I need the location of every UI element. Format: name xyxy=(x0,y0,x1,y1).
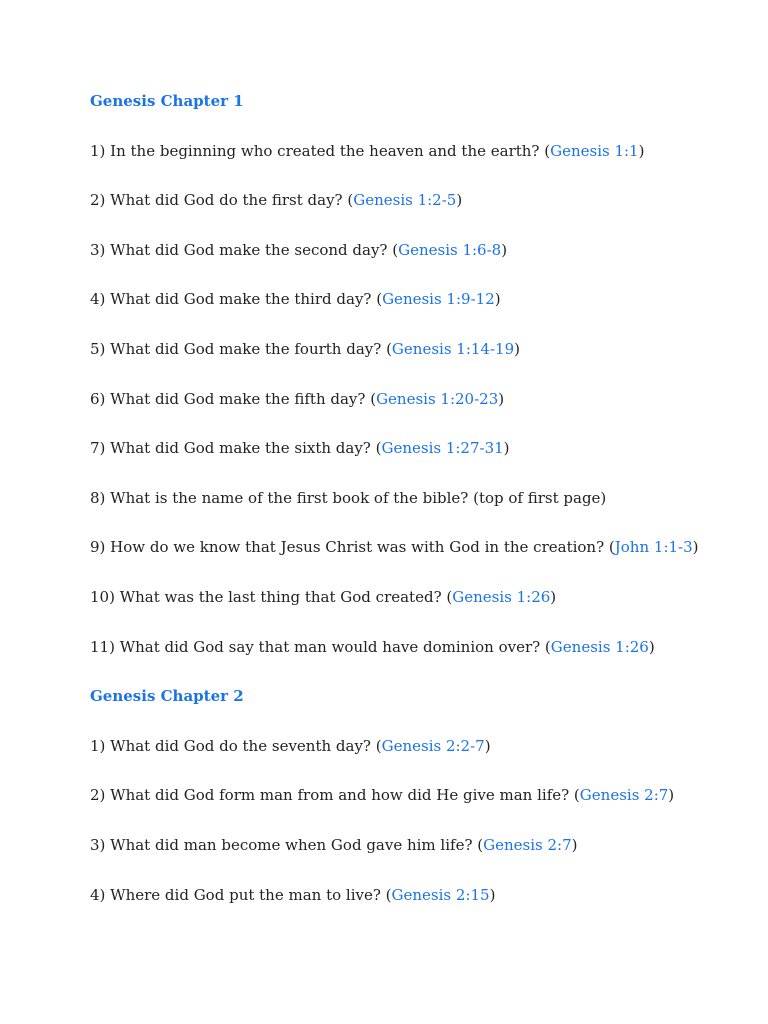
question-item xyxy=(90,487,730,509)
question-text: 5) What did God make the fourth day? ( xyxy=(90,339,392,358)
close-paren: ) xyxy=(498,389,505,408)
question-item xyxy=(90,834,730,856)
question-text: 3) What did God make the second day? ( xyxy=(90,240,399,259)
scripture-reference-link[interactable]: Genesis 1:1 xyxy=(550,141,639,160)
close-paren: ) xyxy=(514,339,520,358)
question-item xyxy=(90,784,730,806)
question-text: 2) What did God do the first day? ( xyxy=(90,191,354,210)
scripture-reference-link[interactable]: Genesis 1:6-8 xyxy=(398,240,502,259)
close-paren: ) xyxy=(503,439,510,458)
question-item xyxy=(90,735,730,757)
close-paren: ) xyxy=(484,736,491,755)
scripture-reference-link[interactable]: Genesis 1:27-31 xyxy=(381,439,504,458)
chapter-2-heading: Genesis Chapter 2 xyxy=(90,687,244,706)
question-item xyxy=(90,636,730,658)
question-item xyxy=(90,338,730,360)
close-paren: ) xyxy=(638,141,645,160)
scripture-reference-link[interactable]: Genesis 1:2-5 xyxy=(353,191,457,210)
question-text: 1) In the beginning who created the heaven and the earth? ( xyxy=(90,141,551,160)
scripture-reference-link[interactable]: Genesis 1:26 xyxy=(550,637,649,656)
scripture-reference-link[interactable]: Genesis 1:26 xyxy=(452,587,551,606)
question-text: 3) What did man become when God gave him life? ( xyxy=(90,835,484,854)
scripture-reference-link[interactable]: Genesis 2:2-7 xyxy=(381,736,485,755)
question-text: 2) What did God form man from and how did He give man life? ( xyxy=(90,786,580,805)
question-item xyxy=(90,536,730,558)
close-paren: ) xyxy=(668,786,675,805)
document-page xyxy=(90,90,730,933)
question-item xyxy=(90,388,730,410)
question-item xyxy=(90,586,730,608)
question-text: 10) What was the last thing that God created? ( xyxy=(90,587,453,606)
question-text: 4) Where did God put the man to live? ( xyxy=(90,885,392,904)
question-item xyxy=(90,437,730,459)
scripture-reference-link[interactable]: Genesis 1:20-23 xyxy=(376,389,499,408)
close-paren: ) xyxy=(501,240,508,259)
question-text: 8) What is the name of the first book of the bible? (top of first page) xyxy=(90,488,607,507)
question-item xyxy=(90,884,730,906)
chapter-1-heading: Genesis Chapter 1 xyxy=(90,92,244,110)
question-item xyxy=(90,239,730,261)
question-text: 7) What did God make the sixth day? ( xyxy=(90,439,382,458)
close-paren: ) xyxy=(692,538,699,557)
question-item xyxy=(90,140,730,162)
scripture-reference-link[interactable]: Genesis 2:15 xyxy=(391,885,490,904)
scripture-reference-link[interactable]: John 1:1-3 xyxy=(614,538,693,557)
question-text: 4) What did God make the third day? ( xyxy=(90,290,383,309)
scripture-reference-link[interactable]: Genesis 1:9-12 xyxy=(382,290,495,309)
question-item xyxy=(90,288,730,310)
close-paren: ) xyxy=(571,835,578,854)
question-text: 9) How do we know that Jesus Christ was with God in the creation? ( xyxy=(90,538,615,557)
close-paren: ) xyxy=(494,290,501,309)
question-text: 1) What did God do the seventh day? ( xyxy=(90,736,382,755)
scripture-reference-link[interactable]: Genesis 2:7 xyxy=(483,835,572,854)
scripture-reference-link[interactable]: Genesis 2:7 xyxy=(579,786,669,805)
question-text: 11) What did God say that man would have dominion over? ( xyxy=(90,637,551,656)
close-paren: ) xyxy=(456,191,463,210)
scripture-reference-link[interactable]: Genesis 1:14-19 xyxy=(391,339,515,358)
close-paren: ) xyxy=(489,885,496,904)
question-text: 6) What did God make the fifth day? ( xyxy=(90,389,377,408)
question-item xyxy=(90,189,730,211)
close-paren: ) xyxy=(648,637,655,656)
close-paren: ) xyxy=(550,587,557,606)
